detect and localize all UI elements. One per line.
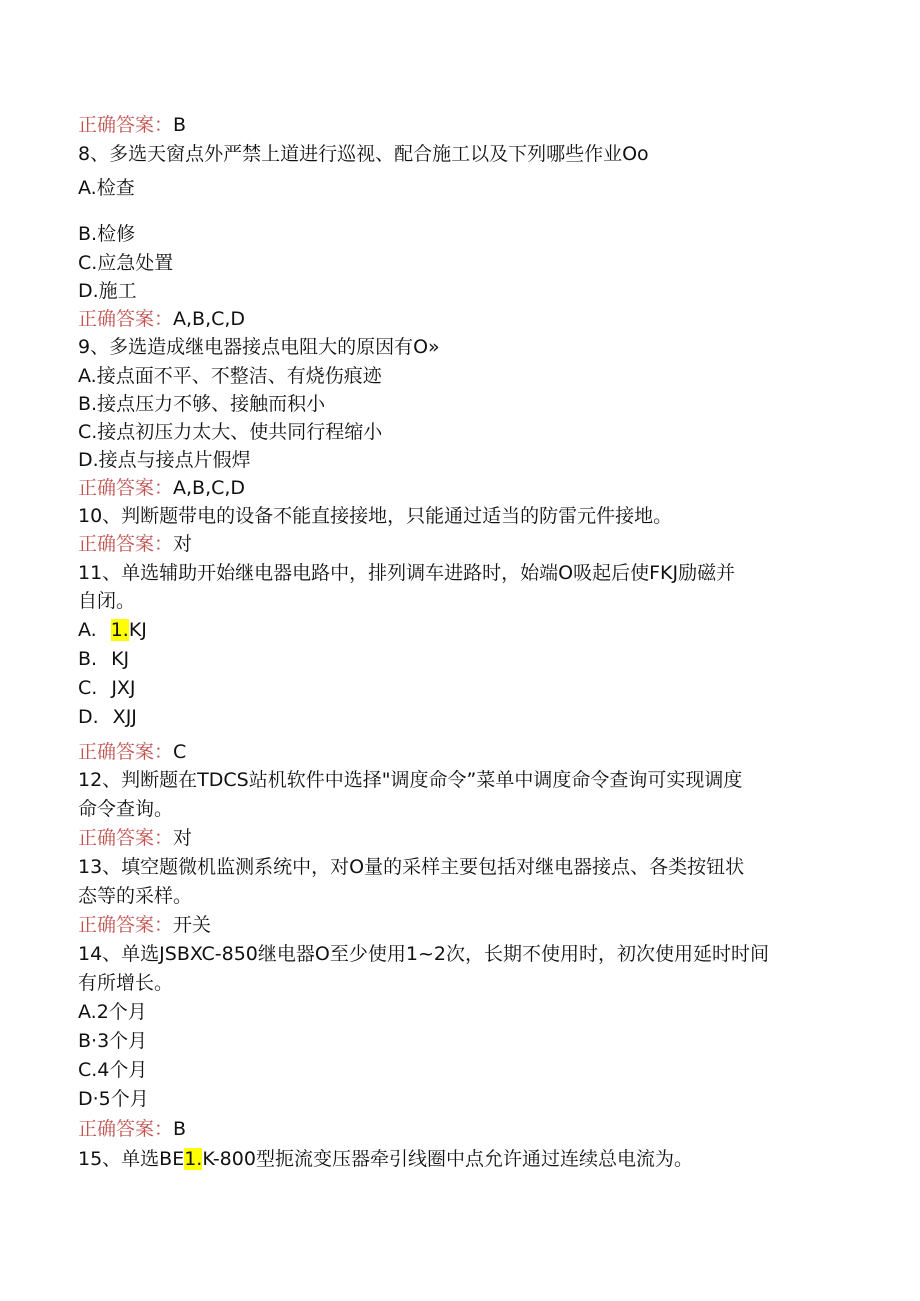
- question-title-q13-line2: 态等的采样。: [78, 885, 193, 907]
- answer-value: A,B,C,D: [173, 477, 246, 499]
- option-q14-b: B·3个月: [78, 1030, 148, 1052]
- question-title-q15: [78, 1146, 693, 1172]
- question-title-q12-line1: 12、判断题在TDCS站机软件中选择"调度命令”菜单中调度命令查询可实现调度: [78, 769, 743, 791]
- option-letter: C.: [78, 677, 98, 699]
- option-q11-a: [78, 617, 147, 643]
- option-q8-c: C.应急处置: [78, 252, 174, 274]
- option-text: KJ: [128, 619, 147, 641]
- option-q9-a: A.接点面不平、不整洁、有烧伤痕迹: [78, 365, 382, 387]
- option-q9-d: D.接点与接点片假焊: [78, 449, 251, 471]
- answer-line-q11: [78, 739, 186, 765]
- question-title-q14-line1: 14、单选JSBXC-850继电器O至少使用1~2次，长期不使用时，初次使用延时时间: [78, 943, 769, 965]
- answer-line-q10: [78, 531, 192, 557]
- answer-line-q8: [78, 306, 245, 332]
- option-letter: A.: [78, 619, 97, 641]
- question-title-q12-line2: 命令查询。: [78, 798, 174, 820]
- option-text: KJ: [111, 648, 130, 670]
- option-q14-d: D·5个月: [78, 1088, 149, 1110]
- answer-label: 正确答案：: [78, 114, 174, 136]
- option-text: XJJ: [112, 706, 137, 728]
- question-title-q13-line1: 13、填空题微机监测系统中，对O量的采样主要包括对继电器接点、各类按钮状: [78, 856, 745, 878]
- answer-label: 正确答案：: [78, 914, 174, 936]
- question-title-suffix: K-800型扼流变压器牵引线圈中点允许通过连续总电流为。: [202, 1148, 693, 1170]
- answer-line-q13: [78, 912, 211, 938]
- option-letter: D.: [78, 706, 99, 728]
- answer-value: A,B,C,D: [173, 308, 246, 330]
- option-q14-a: A.2个月: [78, 1001, 147, 1023]
- answer-label: 正确答案：: [78, 1118, 174, 1140]
- option-text: JXJ: [111, 677, 136, 699]
- option-q8-a: A.检查: [78, 177, 135, 199]
- highlight-mark: 1.: [184, 1148, 203, 1170]
- option-q11-b: [78, 646, 129, 672]
- option-q14-c: C.4个月: [78, 1059, 148, 1081]
- answer-value: C: [173, 741, 187, 763]
- question-title-q11-line1: 11、单选辅助开始继电器电路中，排列调车进路时，始端O吸起后使FKJ励磁并: [78, 562, 736, 584]
- answer-value: 对: [173, 827, 193, 849]
- option-q9-b: B.接点压力不够、接触而积小: [78, 393, 326, 415]
- answer-value: 对: [173, 533, 193, 555]
- answer-label: 正确答案：: [78, 741, 174, 763]
- question-title-q9: 9、多选造成继电器接点电阻大的原因有O»: [78, 336, 440, 358]
- question-title-prefix: 15、单选BE: [78, 1148, 185, 1170]
- answer-value: B: [173, 114, 187, 136]
- option-q9-c: C.接点初压力太大、使共同行程缩小: [78, 421, 383, 443]
- option-letter: B.: [78, 648, 98, 670]
- question-title-q11-line2: 自闭。: [78, 590, 136, 612]
- answer-line-q12: [78, 825, 192, 851]
- option-q11-c: [78, 675, 136, 701]
- option-q11-d: [78, 704, 137, 730]
- answer-label: 正确答案：: [78, 533, 174, 555]
- question-title-q8: 8、多选天窗点外严禁上道进行巡视、配合施工以及下列哪些作业Oo: [78, 143, 649, 165]
- answer-label: 正确答案：: [78, 308, 174, 330]
- answer-label: 正确答案：: [78, 827, 174, 849]
- option-q8-b: B.检修: [78, 223, 136, 245]
- answer-value: 开关: [173, 914, 212, 936]
- answer-line-q9: [78, 475, 245, 501]
- answer-line-q7: [78, 112, 186, 138]
- question-title-q14-line2: 有所增长。: [78, 972, 174, 994]
- option-q8-d: D.施工: [78, 280, 137, 302]
- answer-line-q14: [78, 1116, 186, 1142]
- highlight-mark: 1.: [110, 619, 129, 641]
- answer-value: B: [173, 1118, 187, 1140]
- answer-label: 正确答案：: [78, 477, 174, 499]
- question-title-q10: 10、判断题带电的设备不能直接接地，只能通过适当的防雷元件接地。: [78, 505, 673, 527]
